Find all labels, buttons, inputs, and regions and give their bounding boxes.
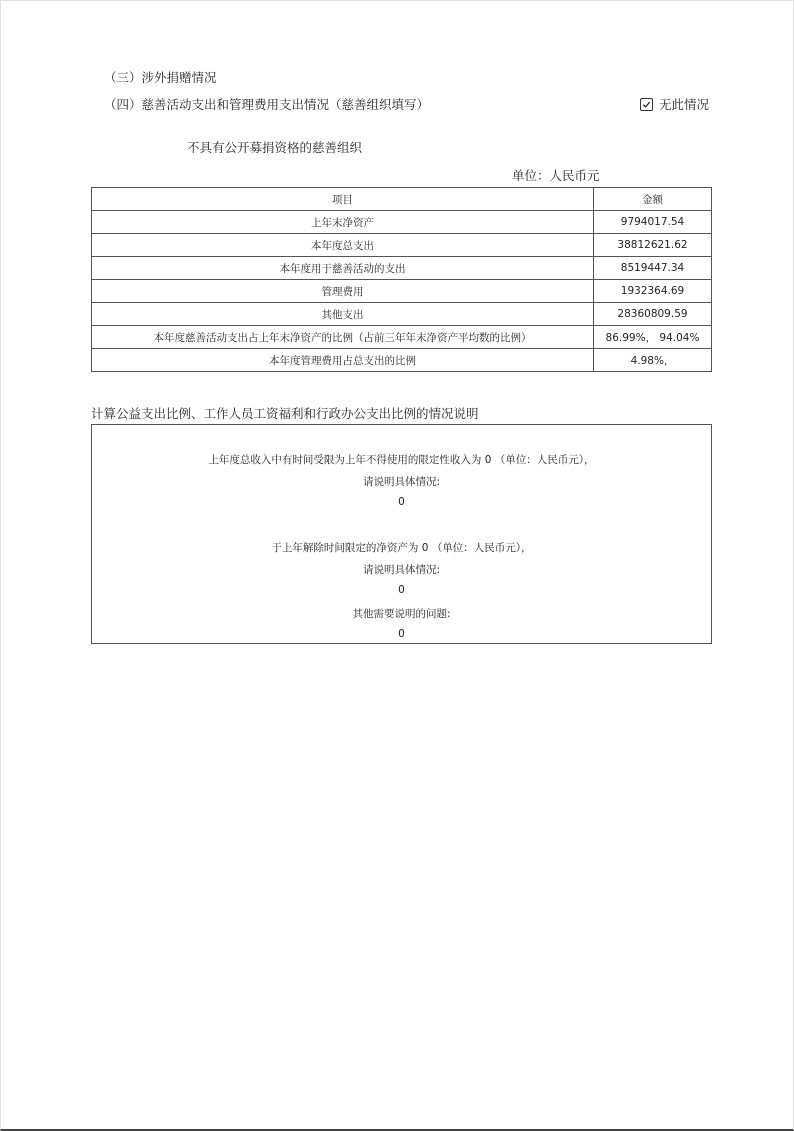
note-line: 请说明具体情况: (362, 476, 441, 488)
note-line: 上年度总收入中有时间受限为上年不得使用的限定性收入为 0 （单位：人民币元）， (208, 454, 595, 466)
header-amount: 金额 (594, 188, 712, 211)
table-row (92, 326, 712, 349)
table-row (92, 280, 712, 303)
row-label: 管理费用 (92, 280, 594, 303)
notes-heading: 计算公益支出比例、工作人员工资福利和行政办公支出比例的情况说明 (91, 406, 479, 421)
row-amount: 1932364.69 (594, 280, 712, 303)
table-header-row (92, 188, 712, 211)
note-line: 0 (398, 496, 405, 508)
table-row (92, 349, 712, 372)
row-label: 上年末净资产 (92, 211, 594, 234)
table-row (92, 234, 712, 257)
row-label: 本年度总支出 (92, 234, 594, 257)
note-line: 于上年解除时间限定的净资产为 0 （单位：人民币元）， (271, 542, 532, 554)
notes-box (91, 424, 712, 644)
row-amount: 9794017.54 (594, 211, 712, 234)
checkbox-checked-icon[interactable] (640, 98, 653, 111)
row-amount: 86.99%， 94.04% (594, 326, 712, 349)
currency-unit: 单位：人民币元 (512, 168, 600, 183)
org-type-title: 不具有公开募捐资格的慈善组织 (187, 140, 363, 155)
no-situation-option[interactable] (640, 95, 709, 113)
row-amount: 28360809.59 (594, 303, 712, 326)
no-situation-label: 无此情况 (659, 97, 710, 112)
row-amount: 4.98%， (594, 349, 712, 372)
row-label: 其他支出 (92, 303, 594, 326)
expenditure-table (91, 187, 712, 372)
section-3-title: （三）涉外捐赠情况 (104, 70, 217, 85)
header-item: 项目 (92, 188, 594, 211)
note-line: 0 (398, 628, 405, 640)
row-amount: 8519447.34 (594, 257, 712, 280)
row-label: 本年度管理费用占总支出的比例 (92, 349, 594, 372)
row-amount: 38812621.62 (594, 234, 712, 257)
row-label: 本年度慈善活动支出占上年末净资产的比例（占前三年年末净资产平均数的比例） (92, 326, 594, 349)
row-label: 本年度用于慈善活动的支出 (92, 257, 594, 280)
table-row (92, 211, 712, 234)
note-line: 0 (398, 584, 405, 596)
table-row (92, 303, 712, 326)
note-line: 请说明具体情况: (362, 564, 441, 576)
section-4-title: （四）慈善活动支出和管理费用支出情况（慈善组织填写） (104, 97, 430, 112)
note-line: 其他需要说明的问题: (352, 608, 451, 620)
table-row (92, 257, 712, 280)
